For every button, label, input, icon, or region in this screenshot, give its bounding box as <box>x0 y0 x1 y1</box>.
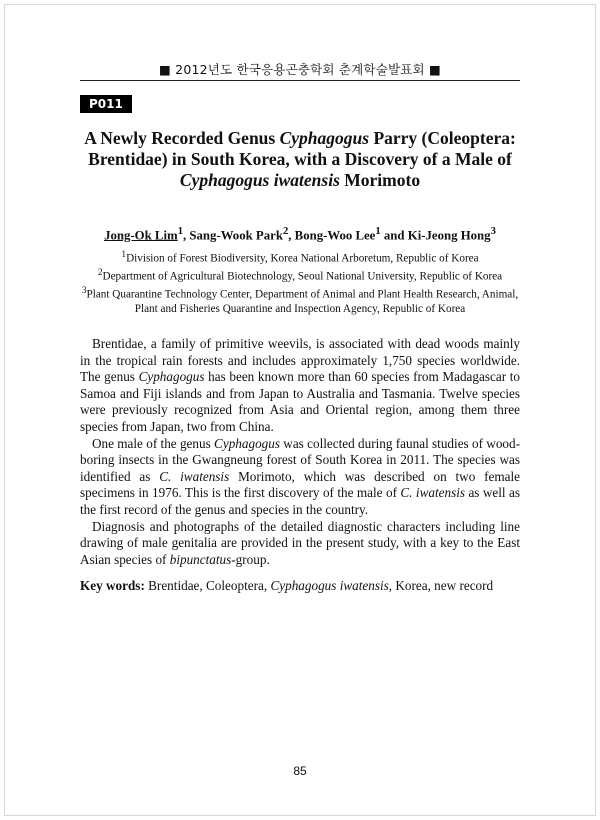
keywords-label: Key words: <box>80 578 145 593</box>
author-separator: and <box>380 228 408 243</box>
affiliation-3-continued: Plant and Fisheries Quarantine and Inspection Agency, Republic of Korea <box>134 302 466 315</box>
author-affil-sup: 1 <box>375 226 381 237</box>
abstract-paragraph-1: Brentidae, a family of primitive weevils, is associated with dead woods mainly in the tropical rain forests and includes approximately 1,750 species worldwide. The genus Cyphagogus has been known more than 60 species from Madagascar to Samoa and Fiji islands and from Japan to Australia and Tasmania. Twelve species were previously recognized from Asia and Oriental region, among them three species from Japan, two from China. <box>80 336 520 434</box>
poster-id-badge: P011 <box>80 95 132 113</box>
title-part-1: A Newly Recorded Genus <box>84 128 280 148</box>
author-affil-sup: 2 <box>282 226 289 237</box>
page-number: 85 <box>293 764 307 778</box>
author-affil-sup: 1 <box>177 226 184 237</box>
author-separator: , <box>183 228 190 243</box>
affiliation-3: $^3$Plant Quarantine Technology Center, Department of Animal and Plant Health Research, Animal, <box>81 285 519 301</box>
title-part-2: Parry (Coleoptera: Brentidae) in South Korea, with a Discovery of a Male of <box>88 128 516 169</box>
affiliations <box>80 248 520 316</box>
title-part-3: Morimoto <box>339 170 421 190</box>
author-separator: , <box>288 228 295 243</box>
title-genus: Cyphagogus <box>279 128 370 148</box>
author-name: Ki-Jeong Hong <box>407 228 491 243</box>
abstract-paragraph-2: One male of the genus Cyphagogus was collected during faunal studies of wood-boring insects in the Gwangneung forest of South Korea in 2011. The species was identified as C. iwatensis Morimoto, which was described on two female specimens in 1976. This is the first discovery of the male of C. iwatensis as well as the first record of the genus and species in the country. <box>80 435 520 517</box>
affiliation-2: $^2$Department of Agricultural Biotechnology, Seoul National University, Republic of Korea <box>97 267 503 283</box>
author-list <box>80 226 520 243</box>
title-species: Cyphagogus iwatensis <box>179 170 340 190</box>
affiliation-1: $^1$Division of Forest Biodiversity, Korea National Arboretum, Republic of Korea <box>121 250 479 265</box>
header-rule <box>80 80 520 81</box>
keywords: Key words: Brentidae, Coleoptera, Cyphagogus iwatensis, Korea, new record <box>80 578 494 593</box>
conference-header: ■ 2012년도 한국응용곤충학회 춘계학술발표회 ■ <box>158 62 441 77</box>
abstract-paragraph-3: Diagnosis and photographs of the detailed diagnostic characters including line drawing of male genitalia are provided in the present study, with a key to the East Asian species of bipunctatus-group. <box>80 518 520 567</box>
author-name: Jong-Ok Lim <box>104 228 178 243</box>
author-name: Sang-Wook Park <box>189 228 283 243</box>
paper-title <box>80 128 520 191</box>
abstract <box>80 336 520 568</box>
author-name: Bong-Woo Lee <box>294 228 376 243</box>
author-affil-sup: 3 <box>490 226 496 237</box>
